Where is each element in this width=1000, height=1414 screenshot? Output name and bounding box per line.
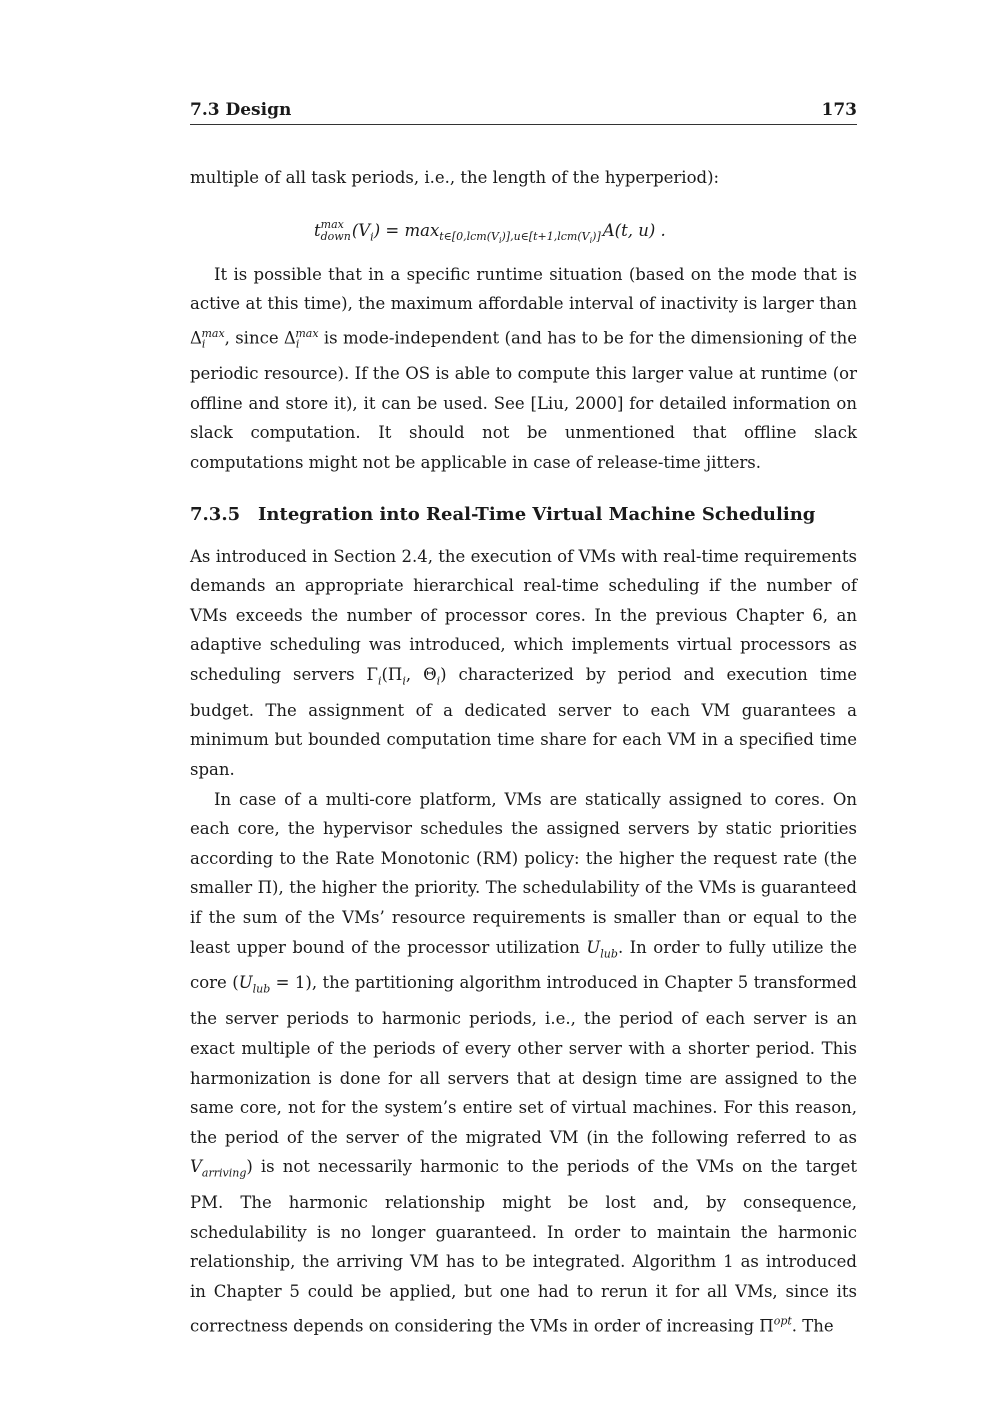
section-title: Integration into Real-Time Virtual Machine Scheduling bbox=[258, 503, 816, 525]
paragraph-inactivity: It is possible that in a specific runtime situation (based on the mode that is active at this time), the maximum affordable interval of inactivity is larger than $\Delta_i^{max}$, since $\Delta_i^{max}$ is mode-independent (and has to be for the dimensioning of the periodic resource). If the OS is able to compute this larger value at runtime (or offline and store it), it can be used. See [Liu, 2000] for detailed information on slack computation. It should not be unmentioned that offline slack computations might not be applicable in case of release-time jitters. bbox=[190, 264, 857, 472]
section-heading bbox=[190, 502, 857, 528]
running-header bbox=[190, 98, 857, 125]
page-number: 173 bbox=[821, 100, 857, 120]
section-number: 7.3.5 bbox=[190, 503, 241, 525]
equation-tdown-max: t max down $(V_i) = \max_{t\in[0,lcm(V_i)],u\in[t+1,lcm(V_i)]} A(t$, u) . bbox=[314, 218, 666, 246]
paragraph-integration: As introduced in Section 2.4, the execution of VMs with real-time requirements demands an appropriate hierarchical real-time scheduling if the number of VMs exceeds the number of processor cores. In the previous Chapter 6, an adaptive scheduling was introduced, which implements virtual processors as scheduling servers $\Gamma_i(\Pi_i$, $\Theta_i$) characterized by period and execution time budget. The assignment of a dedicated server to each VM guarantees a minimum but bounded computation time share for each VM in a specified time span. bbox=[190, 546, 857, 779]
paragraph-hyperperiod: multiple of all task periods, i.e., the length of the hyperperiod): bbox=[190, 168, 720, 187]
header-section: 7.3 Design bbox=[190, 100, 292, 120]
body-text bbox=[190, 163, 857, 1341]
paragraph-multicore: In case of a multi-core platform, VMs are statically assigned to cores. On each core, the hypervisor schedules the assigned servers by static priorities according to the Rate Monotonic (RM) policy: the higher the request rate (the smaller Π), the higher the priority. The schedulability of the VMs is guaranteed if the sum of the VMs’ resource requirements is smaller than or equal to the least upper bound of the processor utilization $U_{lub}$. In order to fully utilize the core $(U_{lub} = 1)$, the partitioning algorithm introduced in Chapter 5 transformed the server periods to harmonic periods, i.e., the period of each server is an exact multiple of the periods of every other server with a shorter period. This harmonization is done for all servers that at design time are assigned to the same core, not for the system’s entire set of virtual machines. For this reason, the period of the server of the migrated VM (in the following referred to as $V_{arriving}$) is not necessarily harmonic to the periods of the VMs on the target PM. The harmonic relationship might be lost and, by consequence, schedulability is no longer guaranteed. In order to maintain the harmonic relationship, the arriving VM has to be integrated. Algorithm 1 as introduced in Chapter 5 could be applied, but one had to rerun it for all VMs, since its correctness depends on considering the VMs in order of increasing $\Pi^{opt}$. The bbox=[190, 789, 858, 1336]
